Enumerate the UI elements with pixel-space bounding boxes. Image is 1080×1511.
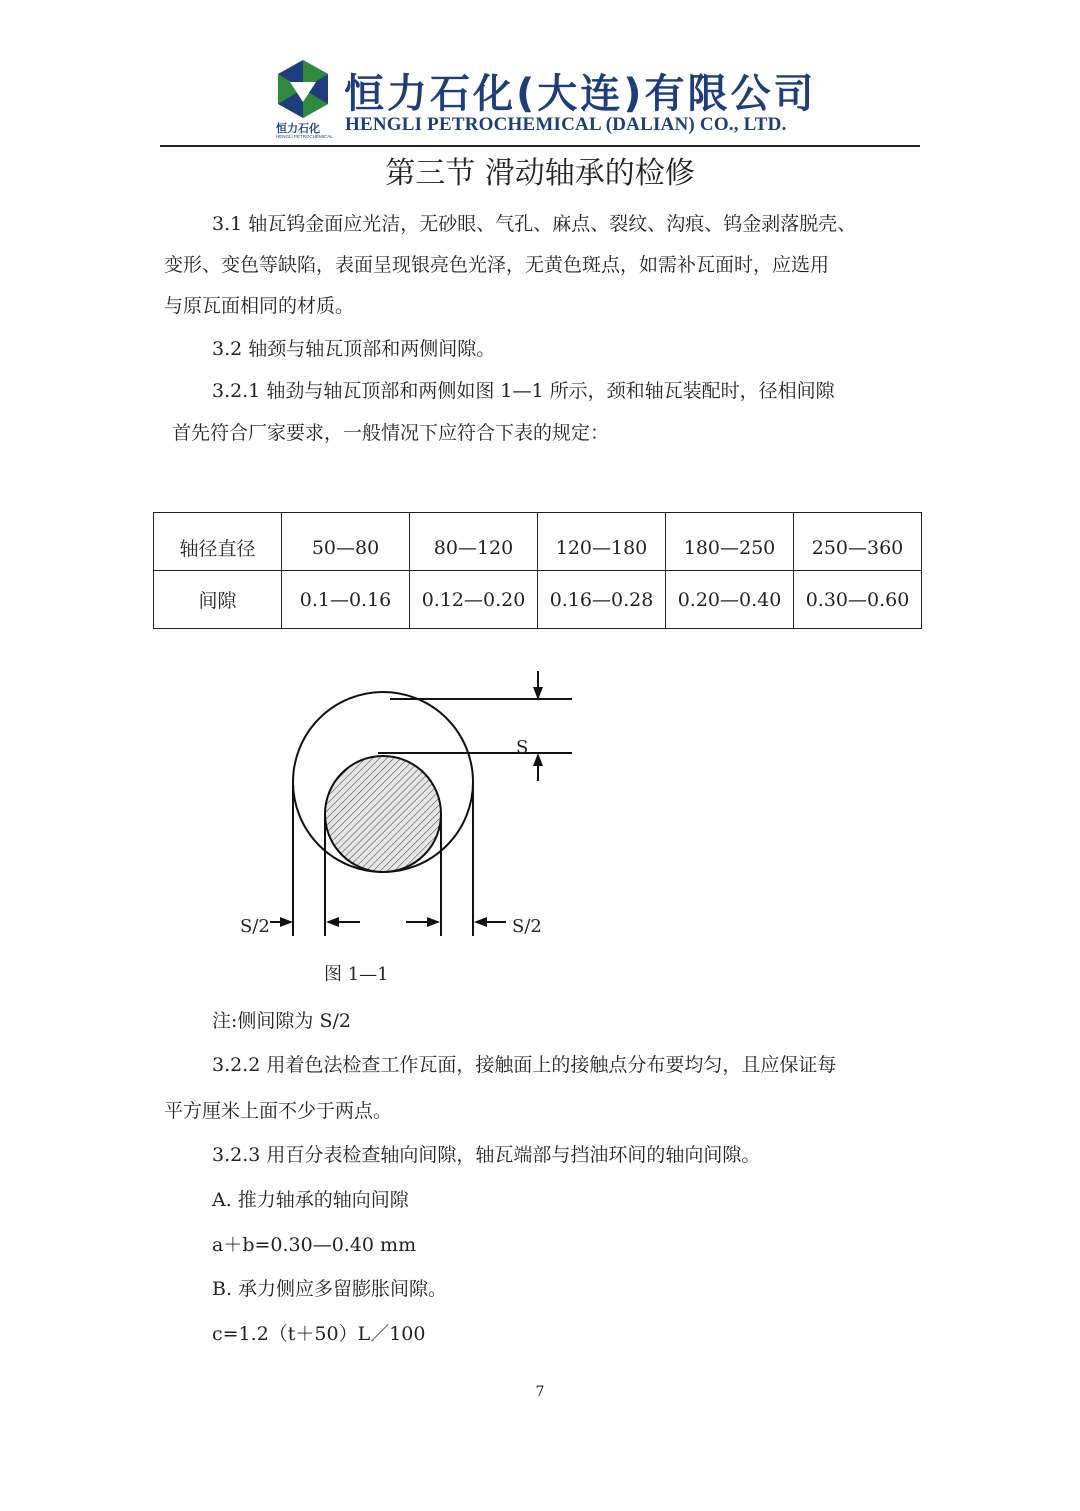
item-a-title: A. 推力轴承的轴向间隙	[212, 1189, 409, 1211]
table-header-cell: 120—180	[538, 513, 666, 571]
header-rule	[160, 145, 920, 147]
table-header-cell: 180—250	[666, 513, 794, 571]
paragraph-3-1-line2: 变形、变色等缺陷，表面呈现银亮色光泽，无黄色斑点，如需补瓦面时，应选用	[164, 254, 830, 276]
table-cell: 0.20—0.40	[666, 571, 794, 629]
bearing-clearance-diagram	[230, 660, 590, 950]
figure-caption: 图 1—1	[324, 964, 389, 985]
paragraph-3-2-2-line1: 3.2.2 用着色法检查工作瓦面，接触面上的接触点分布要均匀，且应保证每	[212, 1054, 837, 1076]
table-header-cell: 250—360	[794, 513, 922, 571]
note-side-clearance: 注:侧间隙为 S/2	[212, 1010, 351, 1032]
table-cell: 0.1—0.16	[282, 571, 410, 629]
item-a-formula: a＋b=0.30—0.40 mm	[212, 1234, 417, 1256]
item-b-title: B. 承力侧应多留膨胀间隙。	[212, 1278, 448, 1300]
section-title: 第三节 滑动轴承的检修	[385, 156, 695, 191]
table-cell: 间隙	[154, 571, 282, 629]
company-name-cn: 恒力石化(大连)有限公司	[344, 71, 817, 117]
logo-text-cn: 恒力石化	[276, 122, 320, 135]
table-row	[154, 571, 922, 629]
table-header-cell: 轴径直径	[154, 513, 282, 571]
paragraph-3-1-line3: 与原瓦面相同的材质。	[164, 295, 355, 317]
table-cell: 0.16—0.28	[538, 571, 666, 629]
page-number: 7	[535, 1384, 545, 1400]
table-header-row	[154, 513, 922, 571]
label-top-clearance: S	[516, 737, 529, 758]
label-left-clearance: S/2	[240, 916, 270, 937]
table-header-cell: 80—120	[410, 513, 538, 571]
table-cell: 0.30—0.60	[794, 571, 922, 629]
logo-text-en: HENGLI PETROCHEMICAL	[276, 134, 333, 139]
paragraph-3-2-3: 3.2.3 用百分表检查轴向间隙，轴瓦端部与挡油环间的轴向间隙。	[212, 1144, 761, 1166]
item-b-formula: c=1.2（t＋50）L／100	[212, 1323, 426, 1345]
paragraph-3-1-line1: 3.1 轴瓦钨金面应光洁，无砂眼、气孔、麻点、裂纹、沟痕、钨金剥落脱壳、	[212, 213, 857, 235]
company-logo-icon	[276, 58, 330, 120]
paragraph-3-2: 3.2 轴颈与轴瓦顶部和两侧间隙。	[212, 338, 496, 360]
label-right-clearance: S/2	[512, 916, 542, 937]
paragraph-3-2-1-line2: 首先符合厂家要求，一般情况下应符合下表的规定：	[172, 422, 610, 444]
shaft-journal-circle	[325, 756, 441, 872]
paragraph-3-2-2-line2: 平方厘米上面不少于两点。	[164, 1100, 393, 1122]
table-header-cell: 50—80	[282, 513, 410, 571]
clearance-table	[153, 512, 922, 629]
table-cell: 0.12—0.20	[410, 571, 538, 629]
company-name-en: HENGLI PETROCHEMICAL (DALIAN) CO., LTD.	[345, 114, 787, 135]
paragraph-3-2-1-line1: 3.2.1 轴劲与轴瓦顶部和两侧如图 1—1 所示，颈和轴瓦装配时，径相间隙	[212, 380, 835, 402]
